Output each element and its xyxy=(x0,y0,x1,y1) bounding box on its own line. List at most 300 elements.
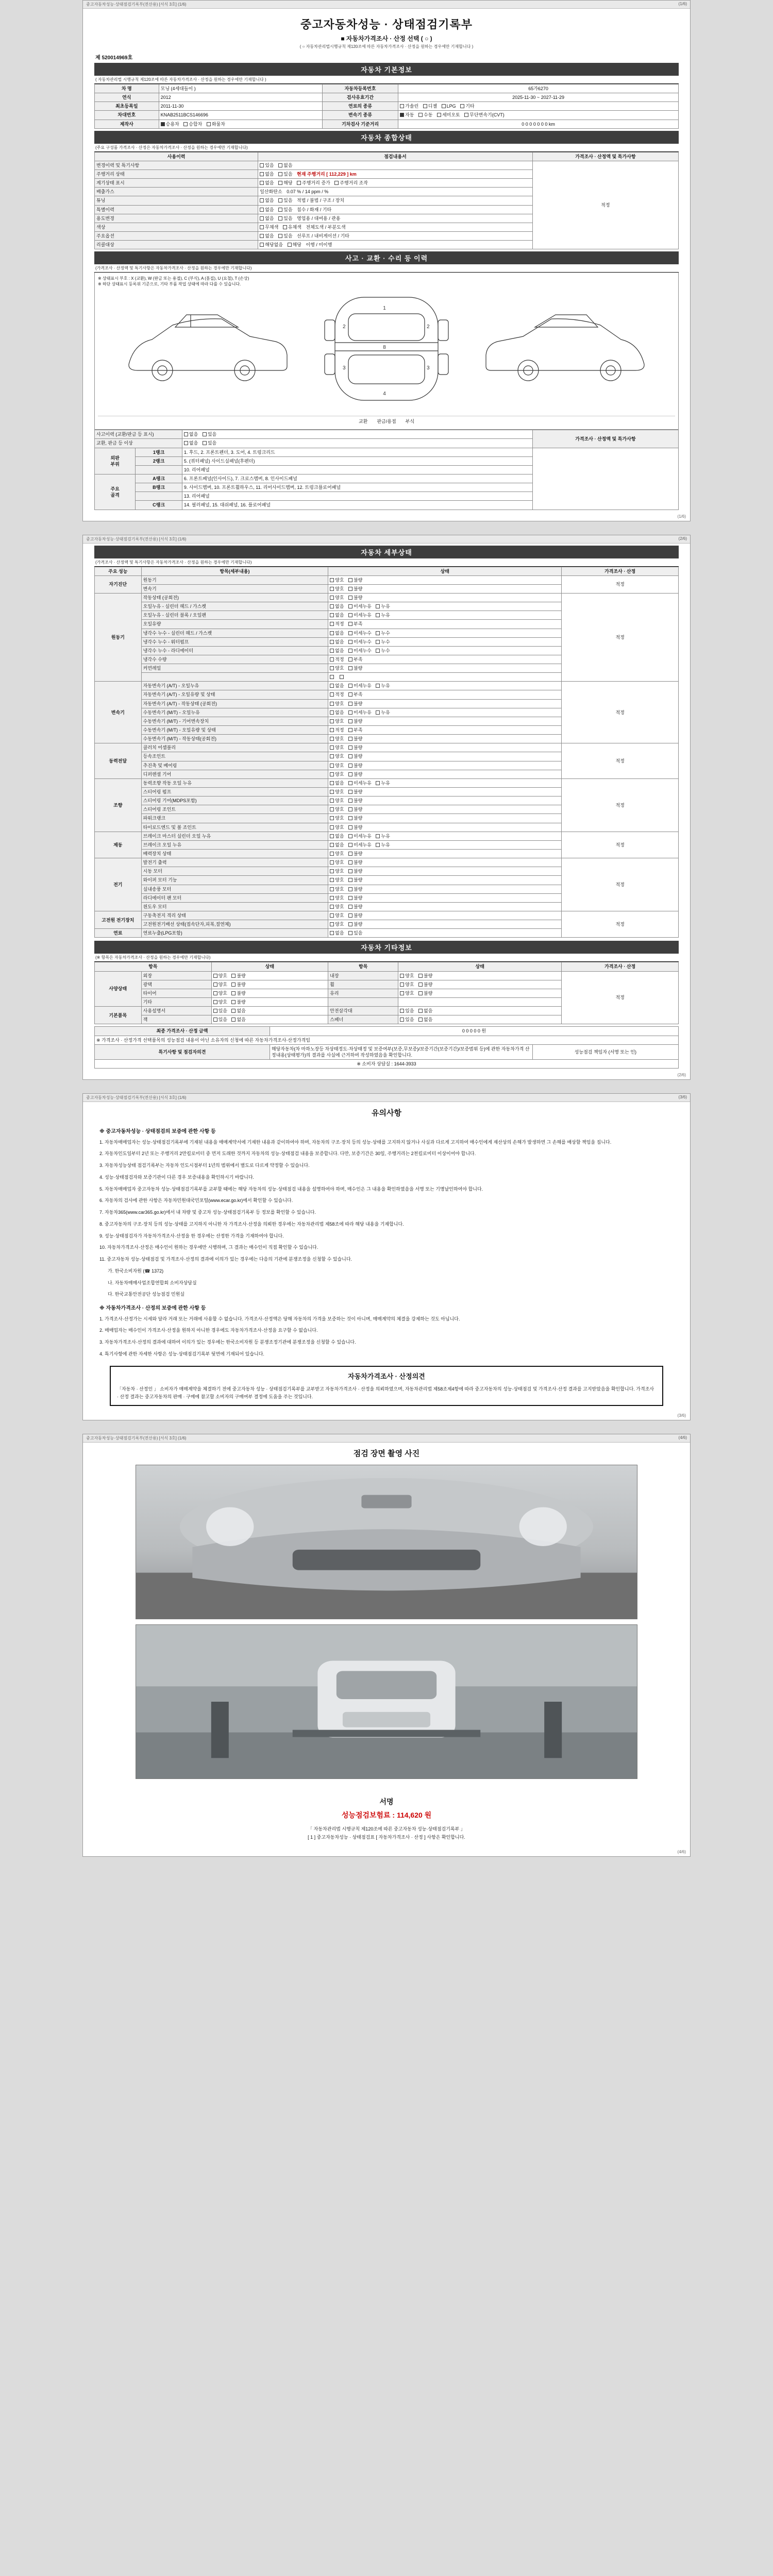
checkbox-icon[interactable] xyxy=(297,181,301,185)
opt[interactable] xyxy=(348,912,362,919)
checkbox-icon[interactable] xyxy=(203,432,207,436)
checkbox-icon[interactable] xyxy=(260,243,264,247)
opt[interactable] xyxy=(203,440,216,446)
opt[interactable] xyxy=(348,815,362,821)
opt[interactable] xyxy=(348,683,372,689)
checkbox-icon[interactable] xyxy=(330,719,334,723)
checkbox-icon[interactable] xyxy=(376,684,380,688)
opt[interactable] xyxy=(376,630,390,636)
checkbox-icon[interactable] xyxy=(278,208,282,212)
checkbox-icon[interactable] xyxy=(348,737,352,741)
checkbox-icon[interactable] xyxy=(348,781,352,785)
opt[interactable] xyxy=(184,431,198,437)
checkbox-icon[interactable] xyxy=(348,631,352,635)
checkbox-icon[interactable] xyxy=(213,982,217,987)
checkbox-icon[interactable] xyxy=(400,982,404,987)
opt[interactable] xyxy=(348,656,362,663)
opt[interactable] xyxy=(330,824,344,831)
checkbox-icon[interactable] xyxy=(330,799,334,803)
opt[interactable] xyxy=(348,621,362,627)
checkbox-icon[interactable] xyxy=(330,692,334,697)
opt[interactable] xyxy=(330,621,344,627)
checkbox-icon[interactable] xyxy=(330,657,334,662)
checkbox-icon[interactable] xyxy=(260,198,264,202)
checkbox-icon[interactable] xyxy=(278,198,282,202)
checkbox-icon[interactable] xyxy=(330,613,334,617)
checkbox-icon[interactable] xyxy=(330,869,334,873)
opt[interactable] xyxy=(348,709,372,716)
checkbox-icon[interactable] xyxy=(330,737,334,741)
checkbox-icon[interactable] xyxy=(330,931,334,935)
checkbox-icon[interactable] xyxy=(418,974,423,978)
opt[interactable] xyxy=(330,753,344,759)
opt[interactable] xyxy=(348,771,362,777)
type-option[interactable] xyxy=(183,121,202,127)
opt[interactable] xyxy=(330,595,344,601)
opt[interactable] xyxy=(330,771,344,777)
opt[interactable] xyxy=(348,921,362,927)
opt[interactable] xyxy=(348,612,372,618)
checkbox-icon[interactable] xyxy=(348,807,352,811)
opt[interactable] xyxy=(260,180,274,186)
checkbox-icon[interactable] xyxy=(348,657,352,662)
opt[interactable] xyxy=(330,603,344,609)
opt[interactable] xyxy=(213,1008,227,1014)
opt[interactable] xyxy=(330,877,344,883)
checkbox-icon[interactable] xyxy=(400,113,404,117)
checkbox-icon[interactable] xyxy=(348,843,352,847)
opt[interactable] xyxy=(330,921,344,927)
checkbox-icon[interactable] xyxy=(330,790,334,794)
opt[interactable] xyxy=(260,242,283,248)
checkbox-icon[interactable] xyxy=(231,982,236,987)
opt[interactable] xyxy=(348,859,362,866)
checkbox-icon[interactable] xyxy=(231,1009,236,1013)
opt[interactable] xyxy=(283,224,301,230)
opt[interactable] xyxy=(213,1016,227,1023)
opt[interactable] xyxy=(418,973,432,979)
opt[interactable] xyxy=(260,162,274,168)
checkbox-icon[interactable] xyxy=(161,122,165,126)
opt[interactable] xyxy=(348,701,362,707)
opt[interactable] xyxy=(330,577,344,583)
checkbox-icon[interactable] xyxy=(348,719,352,723)
checkbox-icon[interactable] xyxy=(348,710,352,715)
checkbox-icon[interactable] xyxy=(330,922,334,926)
checkbox-icon[interactable] xyxy=(330,860,334,865)
opt[interactable] xyxy=(330,648,344,654)
checkbox-icon[interactable] xyxy=(400,974,404,978)
checkbox-icon[interactable] xyxy=(423,104,427,108)
opt[interactable] xyxy=(330,656,344,663)
checkbox-icon[interactable] xyxy=(348,649,352,653)
opt[interactable] xyxy=(260,233,274,239)
checkbox-icon[interactable] xyxy=(348,684,352,688)
opt[interactable] xyxy=(400,1008,414,1014)
opt[interactable] xyxy=(213,999,227,1005)
opt[interactable] xyxy=(348,806,362,812)
checkbox-icon[interactable] xyxy=(376,710,380,715)
inspection-photo-front[interactable] xyxy=(136,1465,637,1619)
opt[interactable] xyxy=(330,718,344,724)
checkbox-icon[interactable] xyxy=(376,649,380,653)
checkbox-icon[interactable] xyxy=(437,113,441,117)
checkbox-icon[interactable] xyxy=(260,225,264,229)
checkbox-icon[interactable] xyxy=(330,905,334,909)
opt[interactable] xyxy=(418,1016,432,1023)
checkbox-icon[interactable] xyxy=(376,834,380,838)
checkbox-icon[interactable] xyxy=(348,666,352,670)
opt[interactable] xyxy=(376,639,390,645)
checkbox-icon[interactable] xyxy=(348,745,352,750)
gear-option[interactable] xyxy=(437,112,460,118)
checkbox-icon[interactable] xyxy=(330,887,334,891)
checkbox-icon[interactable] xyxy=(348,869,352,873)
opt[interactable] xyxy=(348,895,362,901)
opt[interactable] xyxy=(348,603,372,609)
checkbox-icon[interactable] xyxy=(348,692,352,697)
checkbox-icon[interactable] xyxy=(330,807,334,811)
fuel-option[interactable] xyxy=(423,103,437,109)
checkbox-icon[interactable] xyxy=(330,684,334,688)
opt[interactable] xyxy=(288,242,301,248)
opt[interactable] xyxy=(330,709,344,716)
opt[interactable] xyxy=(348,798,362,804)
opt[interactable] xyxy=(348,753,362,759)
checkbox-icon[interactable] xyxy=(330,825,334,829)
checkbox-icon[interactable] xyxy=(348,852,352,856)
checkbox-icon[interactable] xyxy=(213,991,217,995)
checkbox-icon[interactable] xyxy=(348,878,352,882)
opt[interactable] xyxy=(330,868,344,874)
checkbox-icon[interactable] xyxy=(330,834,334,838)
opt[interactable] xyxy=(330,691,344,698)
checkbox-icon[interactable] xyxy=(330,852,334,856)
opt[interactable] xyxy=(231,1008,245,1014)
checkbox-icon[interactable] xyxy=(348,825,352,829)
checkbox-icon[interactable] xyxy=(348,816,352,820)
checkbox-icon[interactable] xyxy=(184,432,188,436)
checkbox-icon[interactable] xyxy=(418,1009,423,1013)
checkbox-icon[interactable] xyxy=(330,728,334,732)
opt[interactable] xyxy=(330,895,344,901)
opt[interactable] xyxy=(231,981,245,988)
opt[interactable] xyxy=(348,780,372,786)
opt[interactable] xyxy=(330,612,344,618)
checkbox-icon[interactable] xyxy=(376,613,380,617)
checkbox-icon[interactable] xyxy=(348,860,352,865)
opt[interactable] xyxy=(278,233,292,239)
checkbox-icon[interactable] xyxy=(207,122,211,126)
checkbox-icon[interactable] xyxy=(278,234,282,238)
checkbox-icon[interactable] xyxy=(330,896,334,900)
opt[interactable] xyxy=(260,215,274,222)
opt[interactable] xyxy=(348,595,362,601)
checkbox-icon[interactable] xyxy=(400,991,404,995)
opt[interactable] xyxy=(348,691,362,698)
opt[interactable] xyxy=(184,440,198,446)
checkbox-icon[interactable] xyxy=(400,1018,404,1022)
opt[interactable] xyxy=(330,815,344,821)
opt[interactable] xyxy=(330,674,335,680)
checkbox-icon[interactable] xyxy=(348,604,352,608)
opt[interactable] xyxy=(330,701,344,707)
checkbox-icon[interactable] xyxy=(330,578,334,582)
checkbox-icon[interactable] xyxy=(278,181,282,185)
checkbox-icon[interactable] xyxy=(460,104,464,108)
opt[interactable] xyxy=(278,215,292,222)
opt[interactable] xyxy=(400,1016,414,1023)
checkbox-icon[interactable] xyxy=(376,781,380,785)
opt[interactable] xyxy=(231,973,245,979)
opt[interactable] xyxy=(330,912,344,919)
checkbox-icon[interactable] xyxy=(348,578,352,582)
checkbox-icon[interactable] xyxy=(376,640,380,644)
checkbox-icon[interactable] xyxy=(418,982,423,987)
checkbox-icon[interactable] xyxy=(376,631,380,635)
opt[interactable] xyxy=(330,639,344,645)
checkbox-icon[interactable] xyxy=(330,640,334,644)
opt[interactable] xyxy=(334,180,368,186)
opt[interactable] xyxy=(348,639,372,645)
checkbox-icon[interactable] xyxy=(348,728,352,732)
opt[interactable] xyxy=(231,990,245,996)
checkbox-icon[interactable] xyxy=(231,1018,236,1022)
inspection-photo-lift[interactable] xyxy=(136,1624,637,1779)
opt[interactable] xyxy=(348,727,362,733)
checkbox-icon[interactable] xyxy=(330,764,334,768)
opt[interactable] xyxy=(260,197,274,204)
opt[interactable] xyxy=(376,648,390,654)
checkbox-icon[interactable] xyxy=(464,113,468,117)
checkbox-icon[interactable] xyxy=(418,991,423,995)
opt[interactable] xyxy=(348,877,362,883)
opt[interactable] xyxy=(348,586,362,592)
opt[interactable] xyxy=(400,973,414,979)
checkbox-icon[interactable] xyxy=(278,172,282,176)
checkbox-icon[interactable] xyxy=(334,181,339,185)
checkbox-icon[interactable] xyxy=(348,702,352,706)
checkbox-icon[interactable] xyxy=(442,104,446,108)
opt[interactable] xyxy=(400,990,414,996)
checkbox-icon[interactable] xyxy=(330,781,334,785)
opt[interactable] xyxy=(418,1008,432,1014)
checkbox-icon[interactable] xyxy=(260,163,264,167)
opt[interactable] xyxy=(278,180,292,186)
opt[interactable] xyxy=(348,851,362,857)
checkbox-icon[interactable] xyxy=(330,622,334,626)
opt[interactable] xyxy=(348,842,372,848)
opt[interactable] xyxy=(330,665,344,671)
checkbox-icon[interactable] xyxy=(348,799,352,803)
checkbox-icon[interactable] xyxy=(376,843,380,847)
opt[interactable] xyxy=(330,586,344,592)
opt[interactable] xyxy=(348,762,362,769)
opt[interactable] xyxy=(348,824,362,831)
opt[interactable] xyxy=(348,648,372,654)
opt[interactable] xyxy=(376,612,390,618)
checkbox-icon[interactable] xyxy=(283,225,287,229)
opt[interactable] xyxy=(278,171,292,177)
checkbox-icon[interactable] xyxy=(330,843,334,847)
checkbox-icon[interactable] xyxy=(348,764,352,768)
opt[interactable] xyxy=(260,171,274,177)
checkbox-icon[interactable] xyxy=(348,790,352,794)
checkbox-icon[interactable] xyxy=(418,113,423,117)
opt[interactable] xyxy=(400,981,414,988)
checkbox-icon[interactable] xyxy=(213,974,217,978)
gear-option[interactable] xyxy=(418,112,432,118)
checkbox-icon[interactable] xyxy=(330,631,334,635)
checkbox-icon[interactable] xyxy=(260,208,264,212)
opt[interactable] xyxy=(278,162,292,168)
fuel-option[interactable] xyxy=(400,103,418,109)
opt[interactable] xyxy=(330,789,344,795)
checkbox-icon[interactable] xyxy=(340,675,344,679)
checkbox-icon[interactable] xyxy=(260,234,264,238)
checkbox-icon[interactable] xyxy=(330,913,334,918)
checkbox-icon[interactable] xyxy=(400,104,404,108)
fuel-option[interactable] xyxy=(460,103,474,109)
checkbox-icon[interactable] xyxy=(231,991,236,995)
opt[interactable] xyxy=(330,744,344,751)
opt[interactable] xyxy=(231,999,245,1005)
opt[interactable] xyxy=(330,833,344,839)
opt[interactable] xyxy=(376,603,390,609)
checkbox-icon[interactable] xyxy=(330,702,334,706)
checkbox-icon[interactable] xyxy=(348,896,352,900)
checkbox-icon[interactable] xyxy=(348,754,352,758)
checkbox-icon[interactable] xyxy=(330,596,334,600)
checkbox-icon[interactable] xyxy=(330,710,334,715)
opt[interactable] xyxy=(330,727,344,733)
checkbox-icon[interactable] xyxy=(231,974,236,978)
opt[interactable] xyxy=(348,665,362,671)
gear-option[interactable] xyxy=(400,112,414,118)
opt[interactable] xyxy=(330,806,344,812)
opt[interactable] xyxy=(213,973,227,979)
checkbox-icon[interactable] xyxy=(348,772,352,776)
opt[interactable] xyxy=(376,842,390,848)
checkbox-icon[interactable] xyxy=(183,122,188,126)
checkbox-icon[interactable] xyxy=(348,922,352,926)
opt[interactable] xyxy=(330,859,344,866)
opt[interactable] xyxy=(348,736,362,742)
checkbox-icon[interactable] xyxy=(348,587,352,591)
opt[interactable] xyxy=(330,798,344,804)
opt[interactable] xyxy=(348,744,362,751)
opt[interactable] xyxy=(278,197,292,204)
opt[interactable] xyxy=(330,886,344,892)
type-option[interactable] xyxy=(161,121,179,127)
opt[interactable] xyxy=(330,842,344,848)
checkbox-icon[interactable] xyxy=(348,913,352,918)
checkbox-icon[interactable] xyxy=(203,441,207,445)
checkbox-icon[interactable] xyxy=(260,216,264,221)
checkbox-icon[interactable] xyxy=(348,931,352,935)
checkbox-icon[interactable] xyxy=(288,243,292,247)
checkbox-icon[interactable] xyxy=(348,596,352,600)
checkbox-icon[interactable] xyxy=(400,1009,404,1013)
opt[interactable] xyxy=(260,224,278,230)
checkbox-icon[interactable] xyxy=(330,745,334,750)
checkbox-icon[interactable] xyxy=(213,1000,217,1004)
checkbox-icon[interactable] xyxy=(330,649,334,653)
opt[interactable] xyxy=(348,630,372,636)
opt[interactable] xyxy=(203,431,216,437)
type-option[interactable] xyxy=(207,121,225,127)
opt[interactable] xyxy=(348,718,362,724)
opt[interactable] xyxy=(348,833,372,839)
checkbox-icon[interactable] xyxy=(330,587,334,591)
opt[interactable] xyxy=(213,981,227,988)
opt[interactable] xyxy=(330,930,344,936)
opt[interactable] xyxy=(348,789,362,795)
opt[interactable] xyxy=(348,904,362,910)
opt[interactable] xyxy=(376,709,390,716)
checkbox-icon[interactable] xyxy=(376,604,380,608)
opt[interactable] xyxy=(330,630,344,636)
checkbox-icon[interactable] xyxy=(330,675,334,679)
checkbox-icon[interactable] xyxy=(330,604,334,608)
checkbox-icon[interactable] xyxy=(348,622,352,626)
opt[interactable] xyxy=(418,981,432,988)
opt[interactable] xyxy=(278,207,292,213)
checkbox-icon[interactable] xyxy=(330,772,334,776)
checkbox-icon[interactable] xyxy=(348,613,352,617)
checkbox-icon[interactable] xyxy=(418,1018,423,1022)
opt[interactable] xyxy=(297,180,330,186)
checkbox-icon[interactable] xyxy=(260,172,264,176)
opt[interactable] xyxy=(340,674,345,680)
checkbox-icon[interactable] xyxy=(184,441,188,445)
opt[interactable] xyxy=(330,904,344,910)
checkbox-icon[interactable] xyxy=(213,1018,217,1022)
opt[interactable] xyxy=(330,683,344,689)
checkbox-icon[interactable] xyxy=(348,834,352,838)
opt[interactable] xyxy=(260,207,274,213)
opt[interactable] xyxy=(348,868,362,874)
checkbox-icon[interactable] xyxy=(330,816,334,820)
opt[interactable] xyxy=(330,780,344,786)
opt[interactable] xyxy=(213,990,227,996)
opt[interactable] xyxy=(376,833,390,839)
opt[interactable] xyxy=(348,930,362,936)
checkbox-icon[interactable] xyxy=(260,181,264,185)
opt[interactable] xyxy=(376,683,390,689)
fuel-option[interactable] xyxy=(442,103,456,109)
checkbox-icon[interactable] xyxy=(348,905,352,909)
checkbox-icon[interactable] xyxy=(330,666,334,670)
opt[interactable] xyxy=(418,990,432,996)
checkbox-icon[interactable] xyxy=(278,163,282,167)
opt[interactable] xyxy=(348,577,362,583)
checkbox-icon[interactable] xyxy=(213,1009,217,1013)
checkbox-icon[interactable] xyxy=(348,887,352,891)
checkbox-icon[interactable] xyxy=(348,640,352,644)
opt[interactable] xyxy=(330,762,344,769)
opt[interactable] xyxy=(231,1016,245,1023)
checkbox-icon[interactable] xyxy=(231,1000,236,1004)
opt[interactable] xyxy=(330,851,344,857)
gear-option[interactable] xyxy=(464,112,504,118)
opt[interactable] xyxy=(376,780,390,786)
opt[interactable] xyxy=(348,886,362,892)
opt[interactable] xyxy=(330,736,344,742)
checkbox-icon[interactable] xyxy=(330,878,334,882)
checkbox-icon[interactable] xyxy=(330,754,334,758)
checkbox-icon[interactable] xyxy=(278,216,282,221)
